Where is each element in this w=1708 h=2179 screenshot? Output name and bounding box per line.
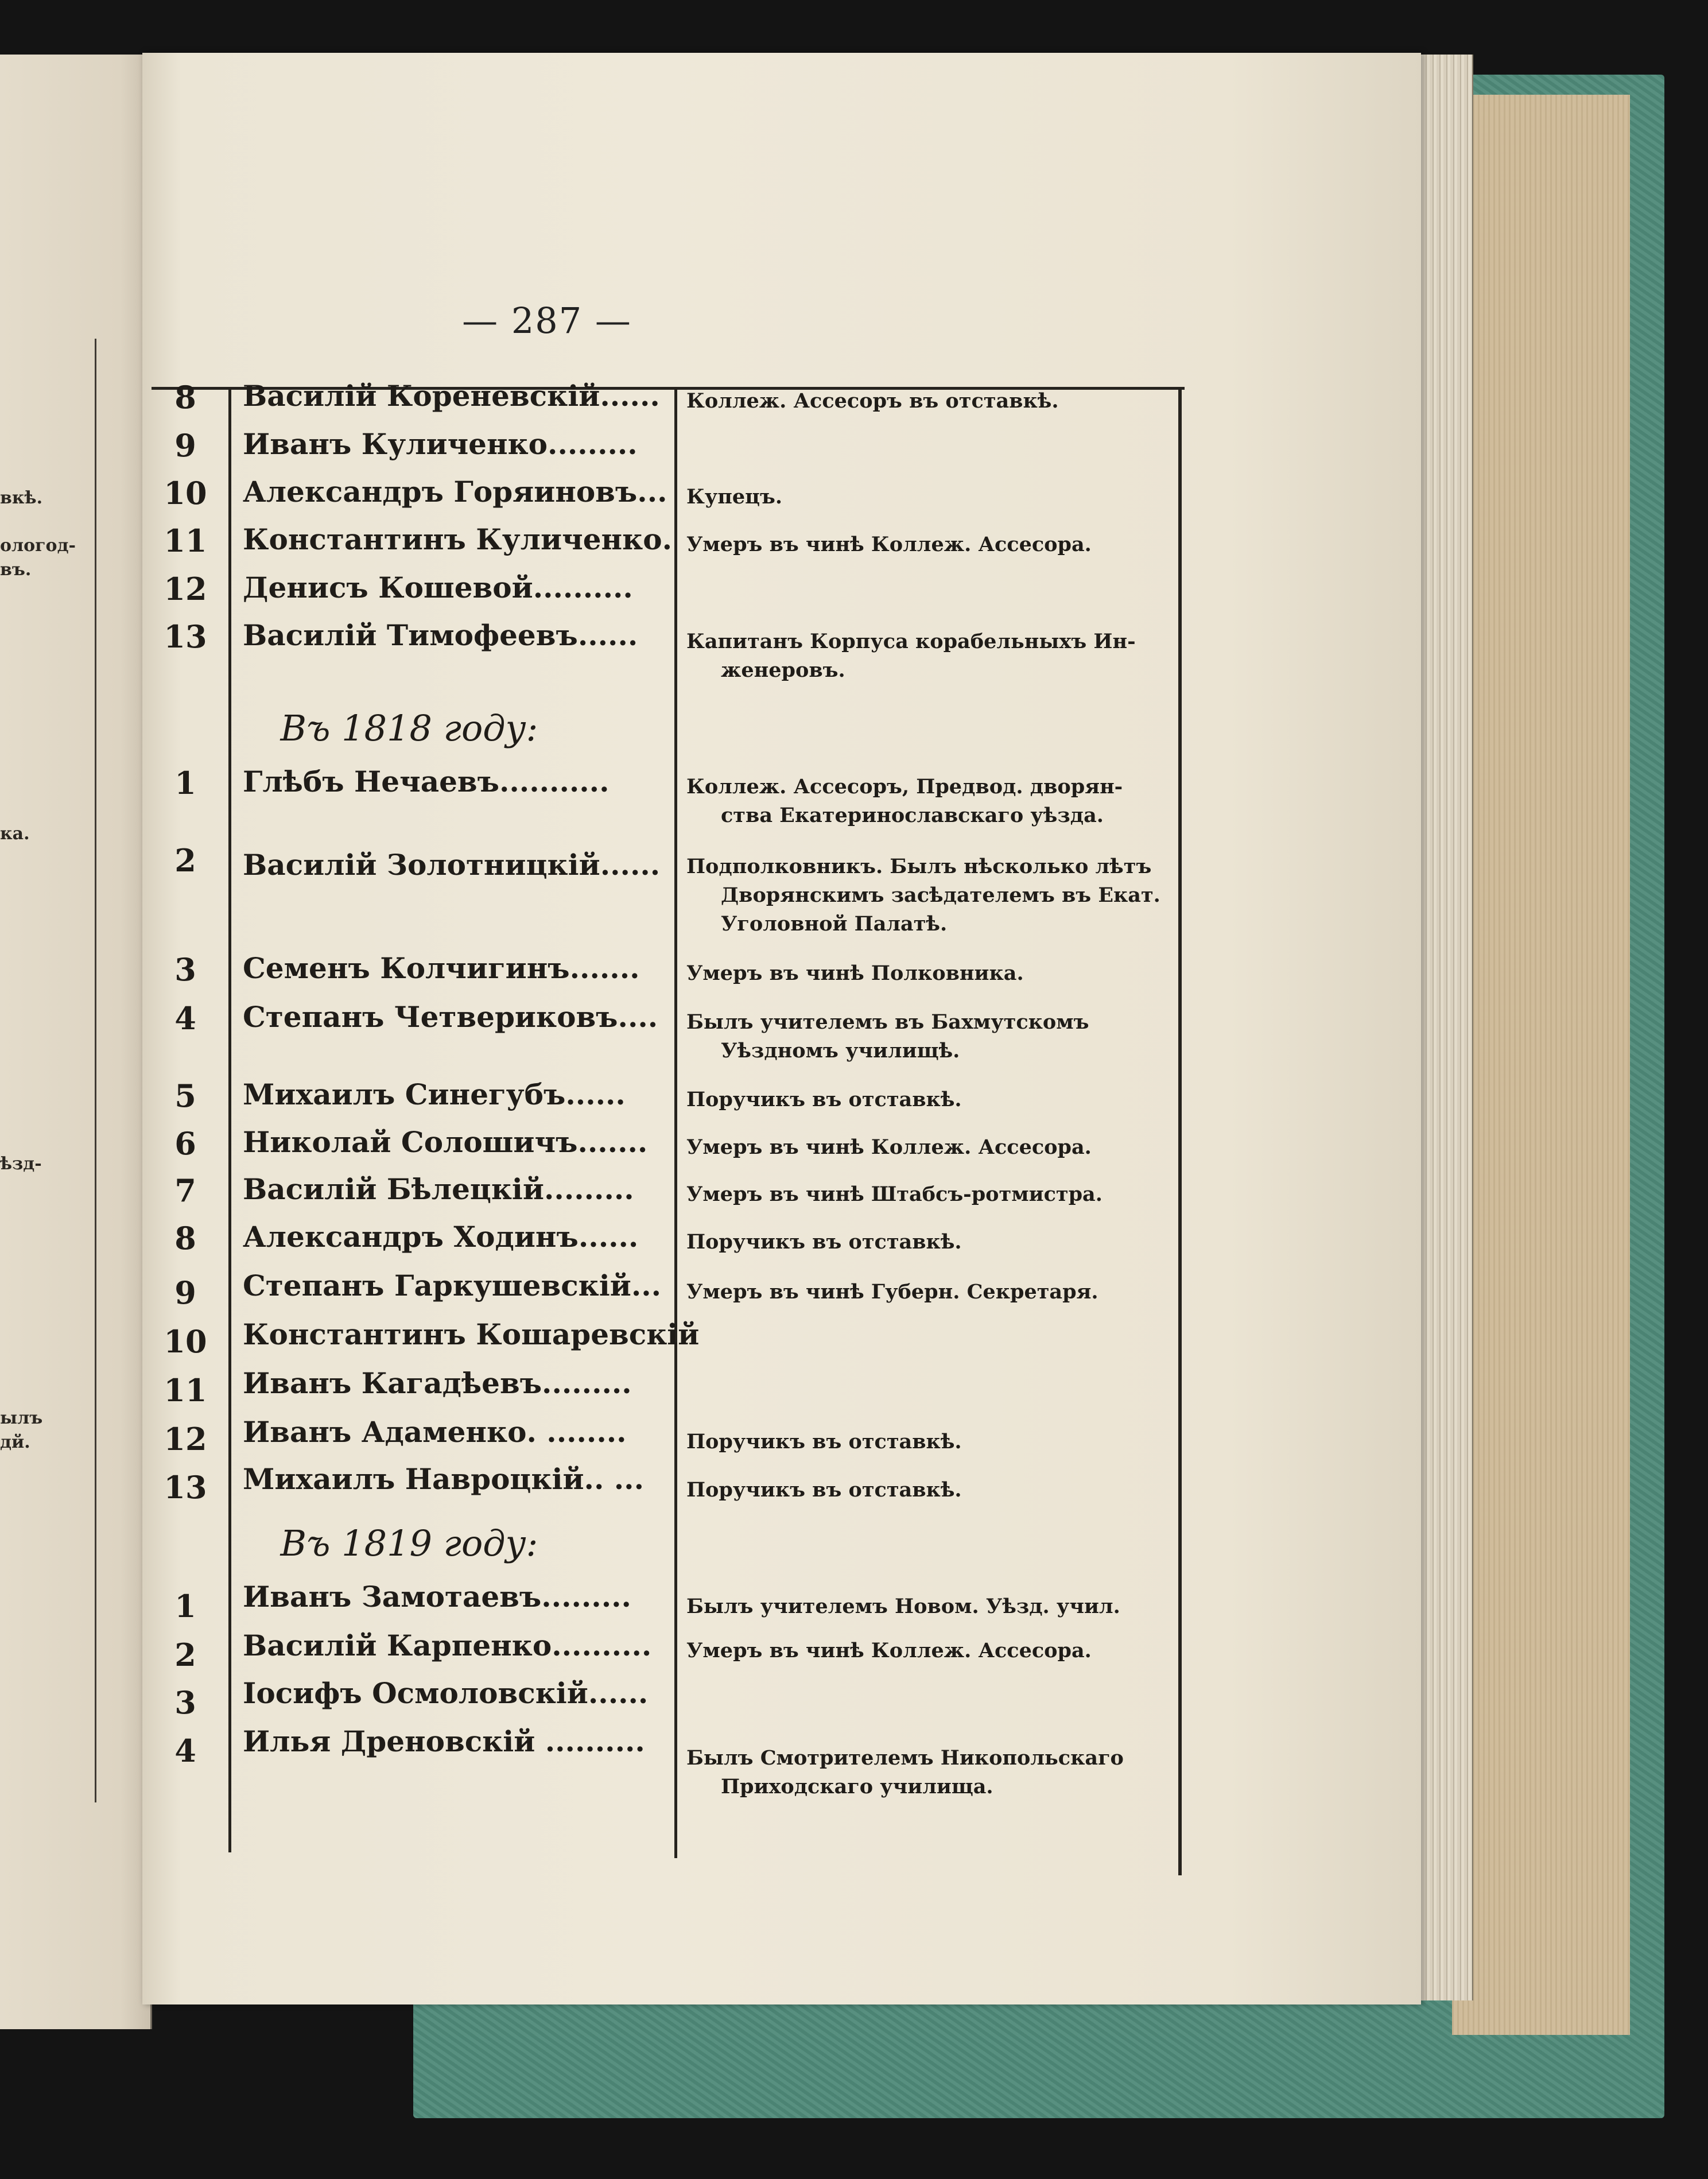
page-number: — 287 — bbox=[462, 300, 632, 342]
row-number: 11 bbox=[164, 522, 207, 559]
person-note: Умеръ въ чинѣ Коллеж. Ассесора. bbox=[686, 1639, 1092, 1662]
person-name: Константинъ Кошаревскій bbox=[243, 1317, 700, 1351]
person-name: Александръ Ходинъ...... bbox=[243, 1220, 639, 1254]
row-number: 13 bbox=[164, 618, 207, 655]
person-note: Капитанъ Корпуса корабельныхъ Ин- женеровъ. bbox=[686, 630, 1136, 682]
person-name: Михаилъ Синегубъ...... bbox=[243, 1077, 626, 1111]
table-rule-right bbox=[1178, 389, 1182, 1875]
person-name: Илья Дреновскій .......... bbox=[243, 1724, 645, 1758]
row-number: 9 bbox=[174, 427, 196, 464]
left-page-rule bbox=[95, 339, 96, 1802]
row-number: 4 bbox=[174, 1732, 196, 1769]
row-number: 4 bbox=[174, 1000, 196, 1037]
row-number: 10 bbox=[164, 1323, 207, 1360]
row-number: 1 bbox=[174, 1588, 196, 1624]
row-number: 6 bbox=[174, 1125, 196, 1162]
left-page-fragment: вкѣ. bbox=[0, 488, 43, 508]
person-name: Василій Тимофеевъ...... bbox=[243, 618, 638, 652]
person-note: Поручикъ въ отставкѣ. bbox=[686, 1430, 962, 1453]
table-rule-name-column bbox=[674, 389, 677, 1858]
person-note: Поручикъ въ отставкѣ. bbox=[686, 1088, 962, 1111]
row-number: 12 bbox=[164, 1421, 207, 1457]
section-heading-1818: Въ 1818 году: bbox=[280, 707, 538, 749]
person-note: Умеръ въ чинѣ Штабсъ-ротмистра. bbox=[686, 1182, 1103, 1206]
person-note: Поручикъ въ отставкѣ. bbox=[686, 1230, 962, 1254]
person-name: Василій Золотницкій...... bbox=[243, 848, 661, 882]
person-name: Александръ Горяиновъ... bbox=[243, 475, 667, 509]
person-name: Степанъ Четвериковъ.... bbox=[243, 1000, 658, 1034]
left-page-fragment: ылъ bbox=[0, 1408, 43, 1428]
person-name: Іосифъ Осмоловскій...... bbox=[243, 1676, 649, 1710]
row-number: 7 bbox=[174, 1172, 196, 1209]
table-rule-number-column bbox=[228, 389, 231, 1852]
left-page-fragment: ѣзд- bbox=[0, 1154, 42, 1174]
person-name: Василій Кореневскій...... bbox=[243, 379, 660, 413]
person-note: Былъ учителемъ Новом. Уѣзд. учил. bbox=[686, 1595, 1120, 1618]
person-note: Подполковникъ. Былъ нѣсколько лѣтъ Дворянскимъ засѣдателемъ въ Екат. Уголовной Палатѣ. bbox=[686, 855, 1160, 936]
person-name: Денисъ Кошевой.......... bbox=[243, 571, 633, 604]
row-number: 1 bbox=[174, 765, 196, 801]
person-note: Умеръ въ чинѣ Коллеж. Ассесора. bbox=[686, 1135, 1092, 1159]
row-number: 10 bbox=[164, 475, 207, 511]
row-number: 8 bbox=[174, 1220, 196, 1257]
left-page-fragment: въ. bbox=[0, 560, 32, 580]
row-number: 11 bbox=[164, 1372, 207, 1409]
left-page-fragment: ка. bbox=[0, 824, 30, 844]
row-number: 3 bbox=[174, 951, 196, 988]
person-name: Иванъ Куличенко......... bbox=[243, 427, 638, 461]
book-page bbox=[142, 53, 1421, 2004]
person-note: Поручикъ въ отставкѣ. bbox=[686, 1478, 962, 1502]
person-name: Василій Карпенко.......... bbox=[243, 1629, 652, 1662]
row-number: 12 bbox=[164, 571, 207, 607]
left-page bbox=[0, 55, 152, 2029]
person-name: Семенъ Колчигинъ....... bbox=[243, 951, 640, 985]
person-name: Константинъ Куличенко. bbox=[243, 522, 672, 556]
person-note: Коллеж. Ассесоръ въ отставкѣ. bbox=[686, 389, 1059, 413]
person-name: Василій Бѣлецкій......... bbox=[243, 1172, 634, 1206]
person-name: Иванъ Адаменко. ........ bbox=[243, 1415, 627, 1449]
row-number: 2 bbox=[174, 1637, 196, 1673]
person-name: Николай Солошичъ....... bbox=[243, 1125, 648, 1159]
person-note: Умеръ въ чинѣ Губерн. Секретаря. bbox=[686, 1280, 1098, 1304]
section-heading-1819: Въ 1819 году: bbox=[280, 1522, 538, 1564]
person-name: Степанъ Гаркушевскій... bbox=[243, 1269, 662, 1302]
person-note: Коллеж. Ассесоръ, Предвод. дворян- ства Екатеринославскаго уѣзда. bbox=[686, 775, 1123, 827]
left-page-fragment: ологод- bbox=[0, 536, 76, 556]
person-note: Умеръ въ чинѣ Коллеж. Ассесора. bbox=[686, 533, 1092, 556]
person-name: Иванъ Кагадѣевъ......... bbox=[243, 1366, 632, 1400]
person-name: Иванъ Замотаевъ......... bbox=[243, 1580, 631, 1614]
row-number: 8 bbox=[174, 379, 196, 416]
row-number: 13 bbox=[164, 1469, 207, 1506]
person-note: Купецъ. bbox=[686, 485, 783, 509]
row-number: 9 bbox=[174, 1274, 196, 1311]
person-note: Умеръ въ чинѣ Полковника. bbox=[686, 961, 1024, 985]
person-name: Глѣбъ Нечаевъ........... bbox=[243, 765, 610, 798]
person-note: Былъ Смотрителемъ Никопольскаго Приходскаго училища. bbox=[686, 1746, 1124, 1798]
left-page-fragment: дй. bbox=[0, 1432, 30, 1452]
row-number: 5 bbox=[174, 1077, 196, 1114]
person-note: Былъ учителемъ въ Бахмутскомъ Уѣздномъ училищѣ. bbox=[686, 1010, 1089, 1063]
cardboard-backing bbox=[1452, 95, 1630, 2035]
person-name: Михаилъ Навроцкій.. ... bbox=[243, 1462, 644, 1496]
row-number: 3 bbox=[174, 1684, 196, 1721]
row-number: 2 bbox=[174, 842, 196, 879]
